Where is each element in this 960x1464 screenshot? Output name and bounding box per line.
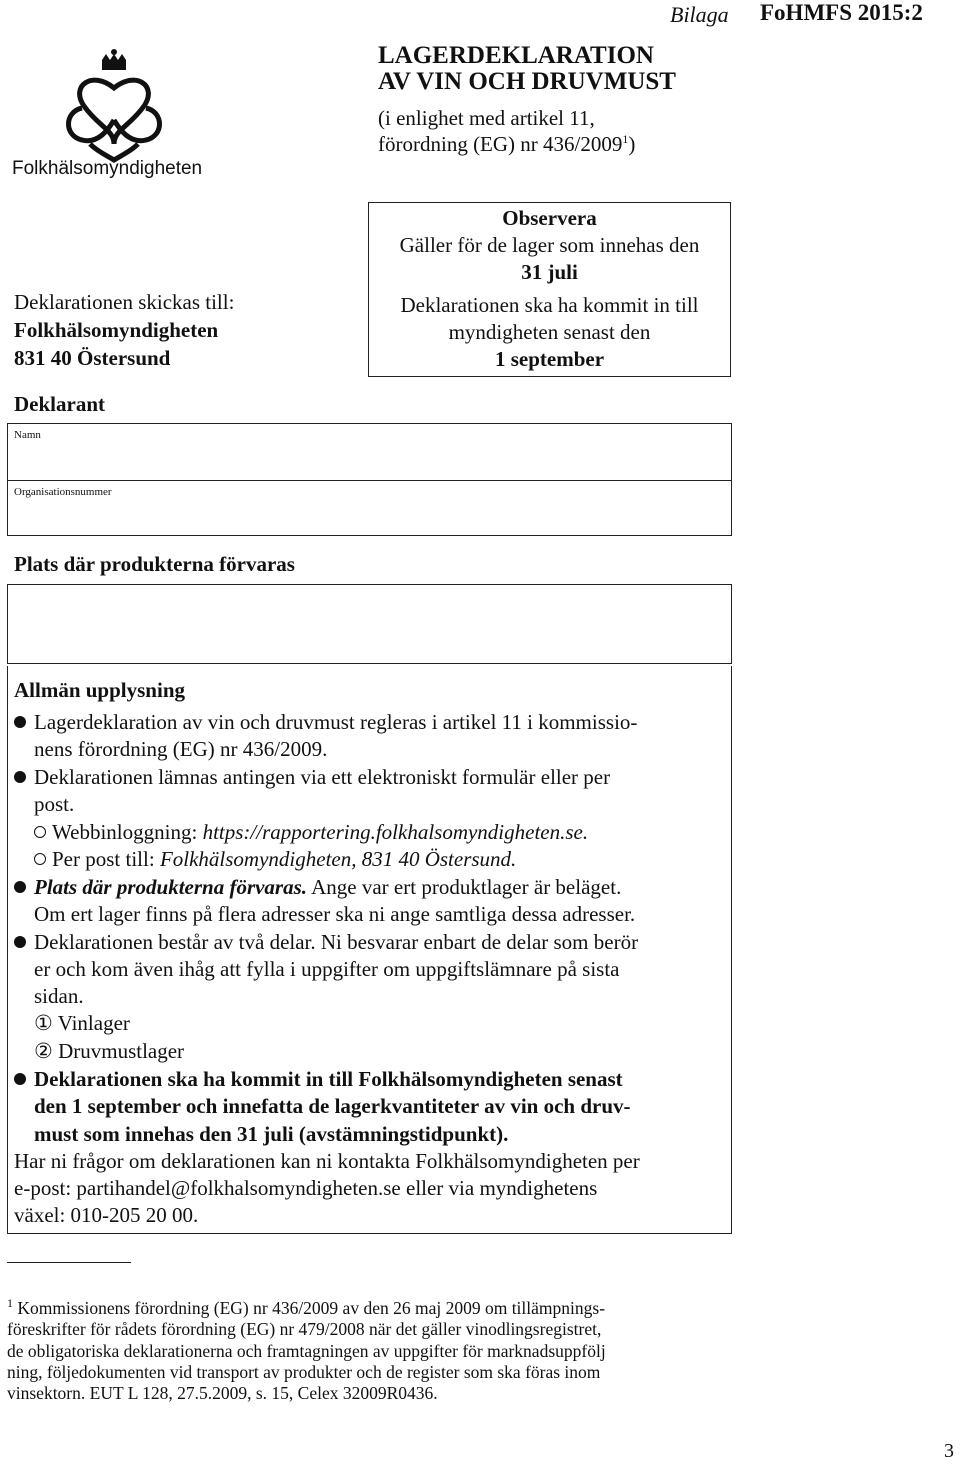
footnote-ref: 1 bbox=[622, 132, 629, 146]
info-bullet-5-cont-2: must som innehas den 31 juli (avstämningstidpunkt). bbox=[34, 1122, 509, 1146]
web-login-link[interactable]: https://rapportering.folkhalsomyndigheten.se. bbox=[202, 820, 589, 844]
footnote-line-4: ning, följedokumenten vid transport av produkter och de register som ska föras inom bbox=[7, 1362, 601, 1382]
info-bullet-3: Plats där produkterna förvaras. Ange var ert produktlager är beläget. bbox=[14, 875, 621, 900]
send-to-org: Folkhälsomyndigheten bbox=[14, 318, 219, 342]
annex-label: Bilaga bbox=[670, 2, 729, 27]
observera-heading: Observera bbox=[502, 206, 597, 230]
contact-text: Har ni frågor om deklarationen kan ni kontakta Folkhälsomyndigheten per bbox=[14, 1149, 640, 1173]
form-title: LAGERDEKLARATION bbox=[378, 42, 654, 69]
footnote-line-5: vinsektorn. EUT L 128, 27.5.2009, s. 15, Celex 32009R0436. bbox=[7, 1383, 438, 1403]
bullet-icon bbox=[14, 771, 26, 783]
send-to-label: Deklarationen skickas till: bbox=[14, 290, 235, 314]
contact-email: e-post: partihandel@folkhalsomyndigheten.se eller via myndighetens bbox=[14, 1176, 598, 1200]
deklarant-heading: Deklarant bbox=[14, 392, 105, 416]
info-bullet-4: Deklarationen består av två delar. Ni besvarar enbart de delar som berör bbox=[14, 930, 638, 955]
circle-bullet-icon bbox=[34, 826, 46, 838]
bullet-icon bbox=[14, 1073, 26, 1085]
page-number: 3 bbox=[944, 1440, 954, 1462]
form-title-line2: AV VIN OCH DRUVMUST bbox=[378, 68, 676, 95]
form-subtitle: (i enlighet med artikel 11, bbox=[378, 106, 595, 130]
send-to-address: 831 40 Östersund bbox=[14, 346, 171, 370]
info-bullet-3-cont: Om ert lager finns på flera adresser ska ni ange samtliga dessa adresser. bbox=[34, 902, 636, 926]
post-item: Per post till: Folkhälsomyndigheten, 831 40 Östersund. bbox=[34, 847, 516, 872]
footnote-line-2: föreskrifter för rådets förordning (EG) nr 479/2008 när det gäller vinodlingsregistret, bbox=[7, 1319, 602, 1339]
observera-text-2: Deklarationen ska ha kommit in till bbox=[400, 293, 699, 317]
bullet-icon bbox=[14, 716, 26, 728]
plats-heading: Plats där produkterna förvaras bbox=[14, 552, 295, 576]
observera-box bbox=[368, 202, 731, 377]
observera-text-3: myndigheten senast den bbox=[448, 320, 651, 344]
info-bullet-2: Deklarationen lämnas antingen via ett elektroniskt formulär eller per bbox=[14, 765, 610, 790]
info-bullet-1-cont: nens förordning (EG) nr 436/2009. bbox=[34, 737, 328, 761]
observera-deadline: 1 september bbox=[494, 347, 605, 371]
form-subtitle-line2: förordning (EG) nr 436/2009$^1$) bbox=[378, 132, 636, 156]
observera-text: Gäller för de lager som innehas den bbox=[399, 233, 700, 257]
info-bullet-1: Lagerdeklaration av vin och druvmust regleras i artikel 11 i kommissio- bbox=[14, 710, 637, 735]
org-number-label: Organisationsnummer bbox=[14, 486, 112, 498]
bullet-icon bbox=[14, 936, 26, 948]
namn-label: Namn bbox=[14, 429, 41, 441]
footnote-rule bbox=[7, 1262, 131, 1263]
regulation-code: FoHMFS 2015:2 bbox=[760, 0, 923, 25]
namn-field[interactable] bbox=[14, 444, 724, 474]
field-divider bbox=[7, 480, 732, 481]
contact-phone: växel: 010-205 20 00. bbox=[14, 1203, 199, 1227]
info-bullet-2-cont: post. bbox=[34, 792, 75, 816]
info-bullet-5: Deklarationen ska ha kommit in till Folkhälsomyndigheten senast bbox=[14, 1067, 623, 1092]
observera-date: 31 juli bbox=[521, 260, 578, 284]
footnote-line-3: de obligatoriska deklarationerna och framtagningen av uppgifter för marknadsuppfölj bbox=[7, 1341, 606, 1361]
web-login-item: Webbinloggning: https://rapportering.folkhalsomyndigheten.se. bbox=[34, 820, 588, 845]
info-bullet-4-cont: er och kom även ihåg att fylla i uppgifter om uppgiftslämnare på sista bbox=[34, 957, 620, 981]
footnote-line-1: $^1$ Kommissionens förordning (EG) nr 436/2009 av den 26 maj 2009 om tillämpnings- bbox=[7, 1296, 606, 1318]
info-bullet-5-cont: den 1 september och innefatta de lagerkvantiteter av vin och druv- bbox=[34, 1094, 631, 1118]
plats-field[interactable] bbox=[7, 584, 732, 664]
circle-bullet-icon bbox=[34, 853, 46, 865]
logo-text: Folkhälsomyndigheten bbox=[12, 158, 203, 179]
bullet-icon bbox=[14, 881, 26, 893]
part-vinlager: ① Vinlager bbox=[34, 1011, 130, 1035]
info-heading: Allmän upplysning bbox=[14, 678, 185, 702]
org-number-field[interactable] bbox=[14, 500, 724, 530]
info-bullet-4-cont-2: sidan. bbox=[34, 984, 84, 1008]
part-druvmustlager: ② Druvmustlager bbox=[34, 1039, 185, 1063]
